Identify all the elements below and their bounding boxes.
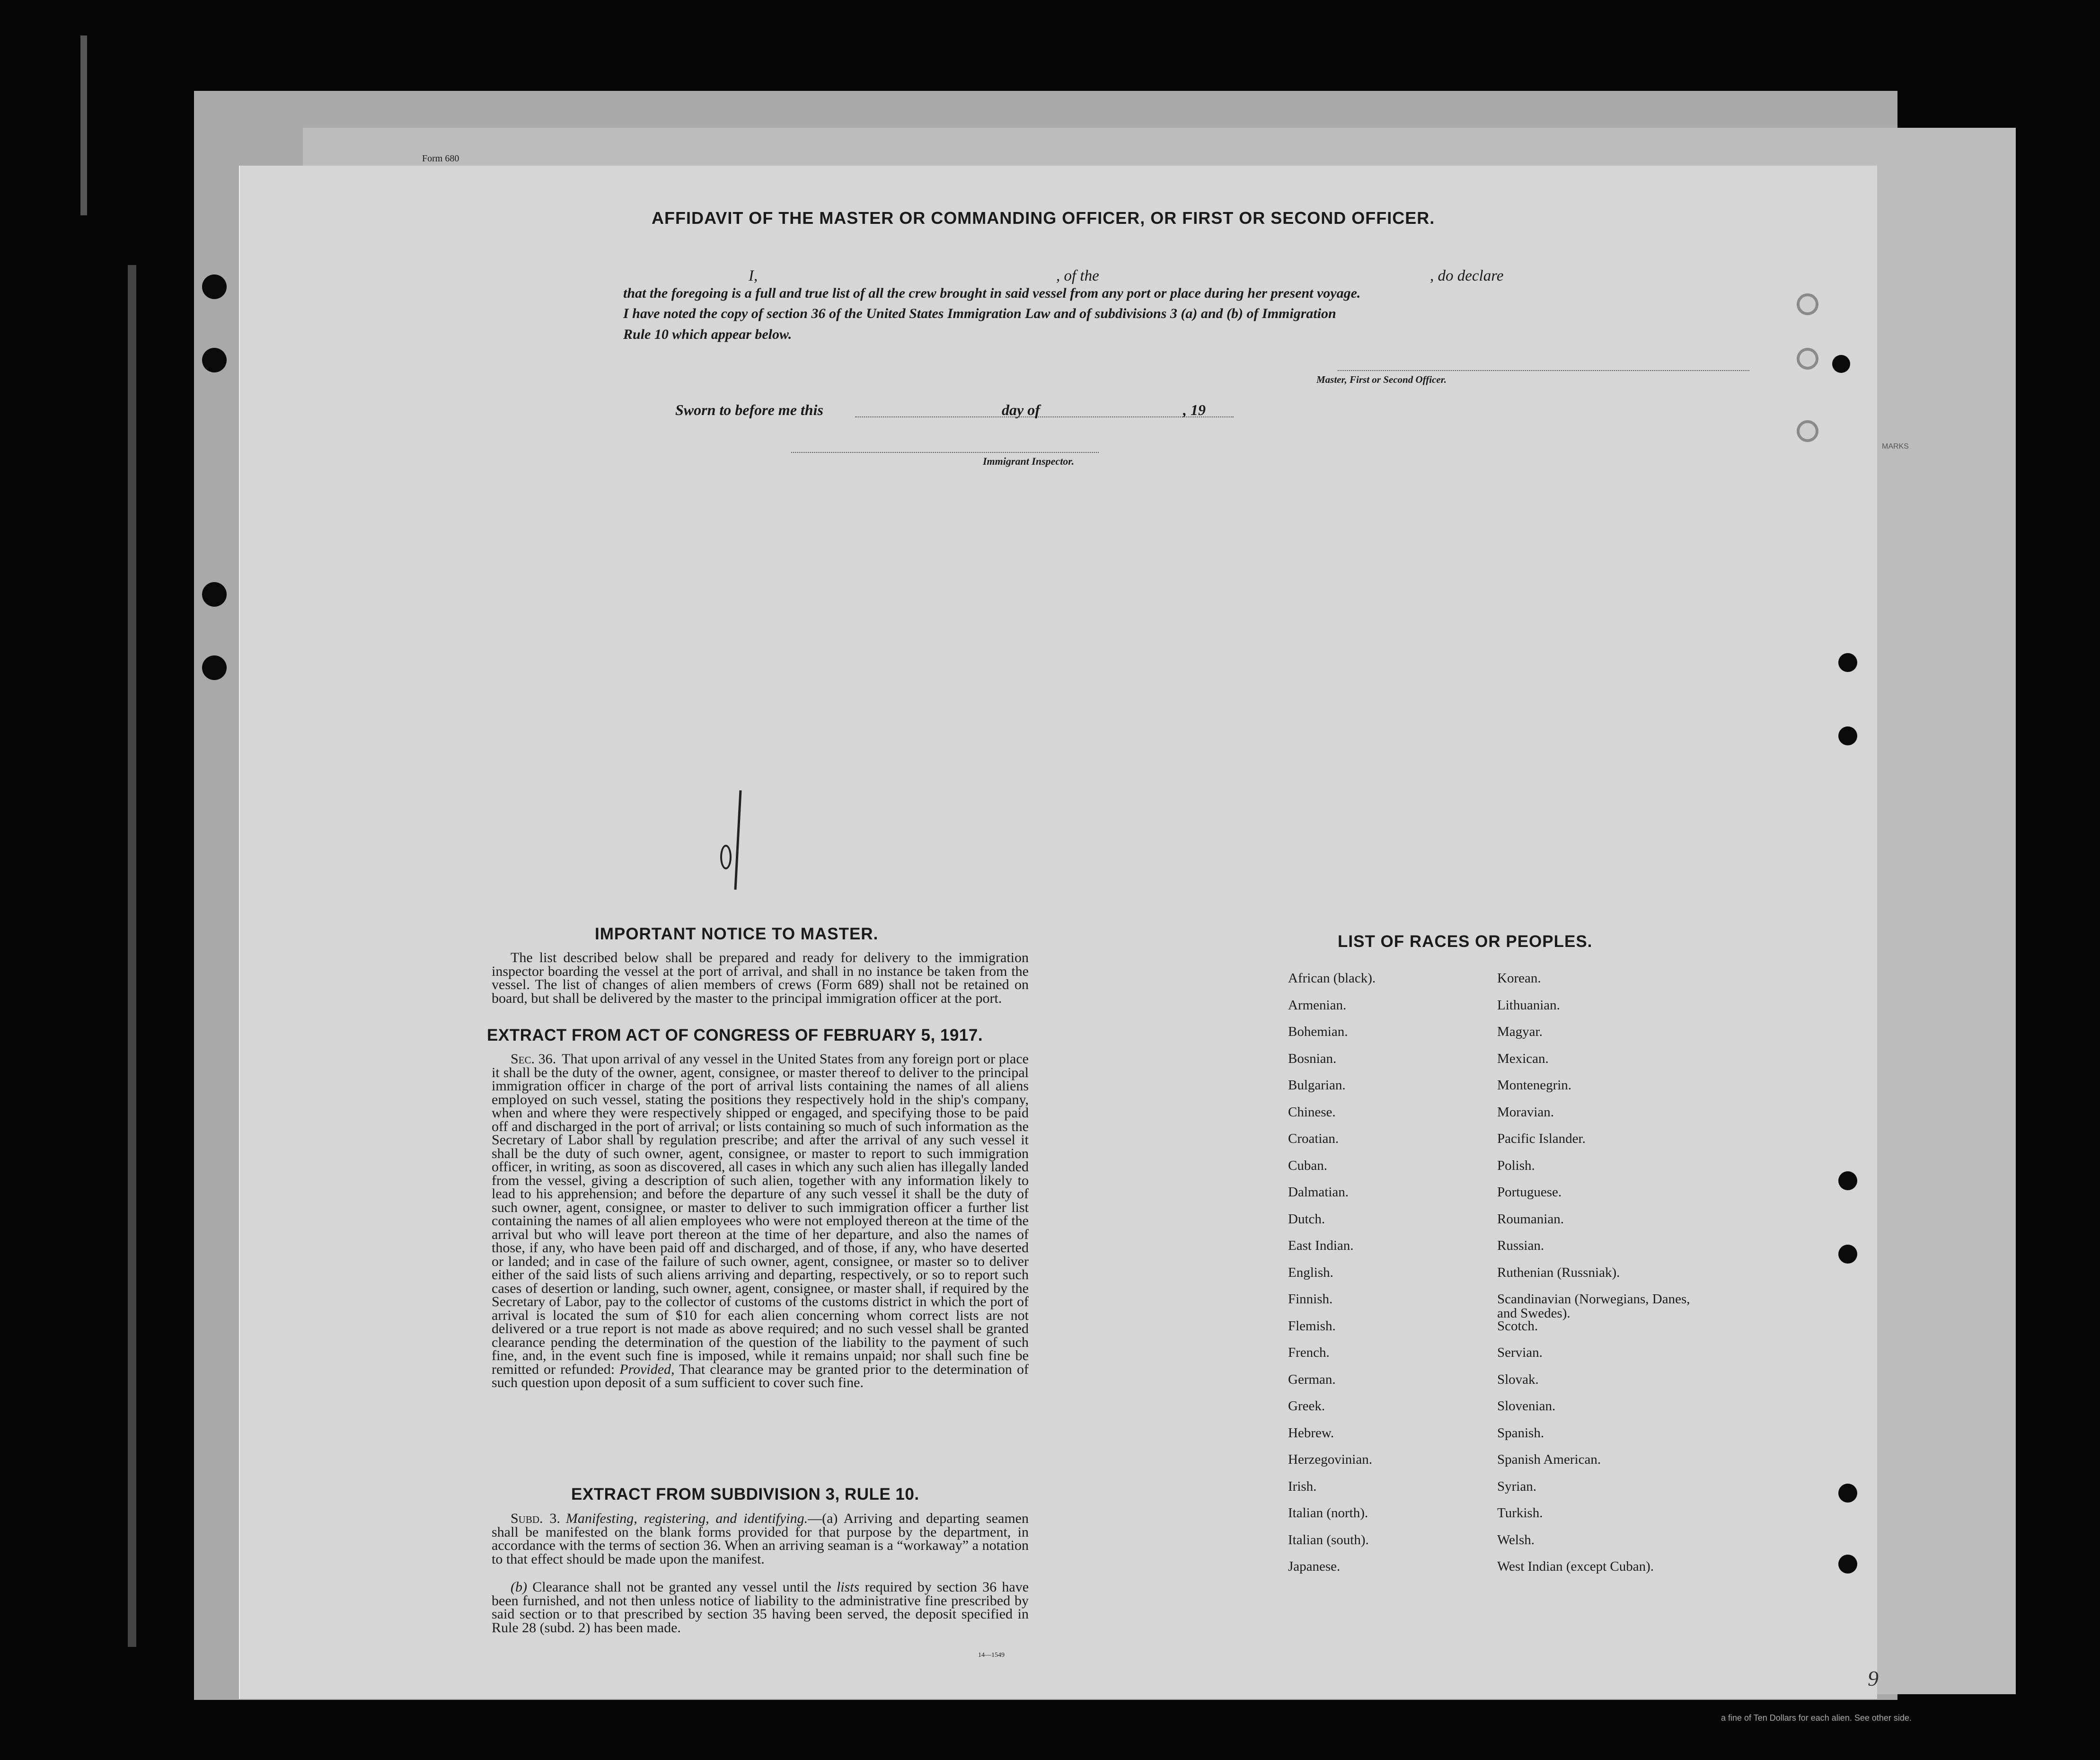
year-text: , 19 bbox=[1183, 401, 1206, 418]
affidavit-line-4: Rule 10 which appear below. bbox=[623, 327, 792, 342]
race-item: Italian (north). bbox=[1288, 1505, 1368, 1521]
punch-hole bbox=[1838, 1484, 1857, 1503]
form-number: Form 680 bbox=[422, 153, 459, 164]
para-a-text: —(a) Arriving and departing seamen shall be manifested on the blank forms provided for that purpose by the department, in accordance with the terms of section 36. When an arriving seaman is a “workaway” a notation to that effect should be made upon the manifest. bbox=[492, 1511, 1029, 1567]
race-item: Turkish. bbox=[1497, 1505, 1543, 1521]
race-item: German. bbox=[1288, 1371, 1336, 1387]
para-b-text-1: Clearance shall not be granted any vessel until the bbox=[532, 1579, 831, 1595]
print-code: 14—1549 bbox=[978, 1652, 1005, 1659]
race-item: Ruthenian (Russniak). bbox=[1497, 1265, 1620, 1280]
race-item: Armenian. bbox=[1288, 997, 1347, 1013]
section-label: Sec. 36. bbox=[511, 1051, 556, 1067]
punch-hole bbox=[1838, 653, 1857, 672]
inspector-label: Immigrant Inspector. bbox=[983, 455, 1075, 467]
rule-extract-title: EXTRACT FROM SUBDIVISION 3, RULE 10. bbox=[571, 1485, 919, 1504]
underlying-footer: a fine of Ten Dollars for each alien. See other side. bbox=[1721, 1713, 1912, 1723]
race-item: Italian (south). bbox=[1288, 1532, 1369, 1548]
master-signature-line bbox=[1338, 370, 1749, 371]
race-item: Russian. bbox=[1497, 1238, 1544, 1253]
subd-heading: Manifesting, registering, and identifying. bbox=[565, 1511, 808, 1526]
punch-hole bbox=[202, 582, 227, 607]
race-item: African (black). bbox=[1288, 971, 1376, 986]
race-item: Croatian. bbox=[1288, 1131, 1339, 1146]
para-b-label: (b) bbox=[511, 1579, 527, 1595]
race-item: Syrian. bbox=[1497, 1478, 1536, 1494]
race-item: Scandinavian (Norwegians, Danes, and Swedes). bbox=[1497, 1291, 1690, 1321]
punch-ring bbox=[1797, 348, 1818, 370]
race-item: Magyar. bbox=[1497, 1024, 1543, 1039]
race-item: Scotch. bbox=[1497, 1318, 1538, 1334]
punch-hole bbox=[1832, 355, 1850, 373]
punch-hole bbox=[1838, 726, 1857, 745]
race-item: Chinese. bbox=[1288, 1104, 1336, 1120]
sworn-text: Sworn to before me this bbox=[675, 401, 823, 418]
race-item: Slovak. bbox=[1497, 1371, 1539, 1387]
race-item: Roumanian. bbox=[1497, 1211, 1564, 1227]
punch-hole bbox=[1838, 1245, 1857, 1264]
affidavit-title: AFFIDAVIT OF THE MASTER OR COMMANDING OFFICER, OR FIRST OR SECOND OFFICER. bbox=[652, 208, 1435, 228]
para-b-text-2: required by section 36 have been furnished, and not then unless notice of liability to the administrative fine prescribed by said section or to that prescribed by section 35 having been served, the deposit specified in Rule 28 (subd. 2) has been made. bbox=[492, 1579, 1029, 1636]
affidavit-of-the: , of the bbox=[1056, 267, 1099, 284]
sworn-blank-line bbox=[855, 416, 1234, 417]
race-item: East Indian. bbox=[1288, 1238, 1354, 1253]
document-page bbox=[239, 153, 1912, 1723]
pen-stroke bbox=[720, 845, 732, 869]
race-item: Bulgarian. bbox=[1288, 1078, 1346, 1093]
race-item: Polish. bbox=[1497, 1158, 1535, 1173]
races-right-column bbox=[1497, 971, 1701, 1586]
race-item: Finnish. bbox=[1288, 1291, 1333, 1307]
race-item: Moravian. bbox=[1497, 1104, 1554, 1120]
punch-ring bbox=[1797, 420, 1818, 442]
rule-para-b bbox=[492, 1581, 1029, 1635]
act-extract-title: EXTRACT FROM ACT OF CONGRESS OF FEBRUARY 5, 1917. bbox=[487, 1026, 983, 1044]
punch-hole bbox=[1838, 1171, 1857, 1190]
race-item: Korean. bbox=[1497, 971, 1541, 986]
races-left-column bbox=[1288, 971, 1477, 1586]
punch-hole bbox=[1838, 1555, 1857, 1574]
punch-hole bbox=[202, 348, 227, 372]
affidavit-i: I, bbox=[749, 267, 758, 284]
race-item: West Indian (except Cuban). bbox=[1497, 1559, 1654, 1574]
notice-title: IMPORTANT NOTICE TO MASTER. bbox=[595, 925, 879, 943]
notice-text: The list described below shall be prepared and ready for delivery to the immigration inspector boarding the vessel at the port of arrival, and shall in no instance be taken from the vessel. The list of changes of alien members of crews (Form 689) shall not be retained on board, but shall be delivered by the master to the principal immigration officer at the port. bbox=[492, 950, 1029, 1006]
race-item: Lithuanian. bbox=[1497, 997, 1560, 1013]
pen-stroke bbox=[734, 790, 742, 890]
race-item: Portuguese. bbox=[1497, 1185, 1562, 1200]
day-of-text: day of bbox=[1002, 401, 1040, 418]
page-mark: 9 bbox=[1868, 1666, 1879, 1690]
inspector-signature-line bbox=[791, 452, 1099, 453]
race-item: Montenegrin. bbox=[1497, 1078, 1572, 1093]
punch-hole bbox=[202, 274, 227, 299]
race-item: Bohemian. bbox=[1288, 1024, 1348, 1039]
race-item: Bosnian. bbox=[1288, 1051, 1337, 1066]
affidavit-line-2: that the foregoing is a full and true list of all the crew brought in said vessel from any port or place during her present voyage. bbox=[623, 285, 1361, 301]
race-item: Dalmatian. bbox=[1288, 1185, 1349, 1200]
race-item: Servian. bbox=[1497, 1345, 1543, 1360]
race-item: Flemish. bbox=[1288, 1318, 1336, 1334]
affidavit-line-3: I have noted the copy of section 36 of the United States Immigration Law and of subdivisions 3 (a) and (b) of Immigration bbox=[623, 306, 1336, 321]
race-item: Dutch. bbox=[1288, 1211, 1325, 1227]
punch-ring bbox=[1797, 293, 1818, 315]
races-title: LIST OF RACES OR PEOPLES. bbox=[1338, 932, 1593, 951]
race-item: Slovenian. bbox=[1497, 1398, 1556, 1414]
binder-edge bbox=[80, 35, 87, 215]
underlying-remarks-header: MARKS bbox=[1882, 442, 1909, 451]
section-36-body: That upon arrival of any vessel in the United States from any foreign port or place it shall be the duty of the owner, agent, consignee, or master thereof to deliver to the principal immigration officer in charge of the port of arrival lists containing the names of all aliens employed on such vessel, stating the positions they respectively hold in the ship's company, when and where they were respectively shipped or engaged, and specifying those to be paid off and discharged in the port of arrival; or lists containing so much of such information as the Secretary of Labor shall by regulation prescribe; and after the arrival of any such vessel it shall be the duty of such owner, agent, consignee, or master to report to such immigration officer, in writing, as soon as discovered, all cases in which any such alien has illegally landed from the vessel, giving a description of such alien, together with any information likely to lead to his apprehension; and before the departure of any such vessel it shall be the duty of such owner, agent, consignee, or master to deliver to such immigration officer a further list containing the names of all alien employees who were not employed thereon at the time of the arrival but who will leave port thereon at the time of her departure, and also the names of those, if any, who have been paid off and discharged, and of those, if any, who have deserted or landed; and in case of the failure of such owner, agent, consignee, or master so to deliver either of the said lists of such aliens arriving and departing, respectively, or so to report such cases of desertion or landing, such owner, agent, consignee, or master shall, if required by the Secretary of Labor, pay to the collector of customs of the customs district in which the port of arrival is located the sum of $10 for each alien concerning whom correct lists are not delivered or a true report is not made as above required; and no such vessel shall be granted clearance pending the determination of the question of the liability to the payment of such fine, and, in the event such fine is imposed, while it remains unpaid; nor shall such fine be remitted or refunded: bbox=[492, 1051, 1029, 1377]
provided-word: Provided, bbox=[619, 1361, 675, 1377]
race-item: English. bbox=[1288, 1265, 1333, 1280]
race-item: French. bbox=[1288, 1345, 1330, 1360]
race-item: Spanish American. bbox=[1497, 1452, 1601, 1467]
race-item: Hebrew. bbox=[1288, 1425, 1334, 1441]
affidavit-do-declare: , do declare bbox=[1430, 267, 1504, 284]
race-item: Cuban. bbox=[1288, 1158, 1327, 1173]
binder-edge-lower bbox=[128, 265, 136, 1647]
race-item: Welsh. bbox=[1497, 1532, 1535, 1548]
race-item: Irish. bbox=[1288, 1478, 1317, 1494]
race-item: Herzegovinian. bbox=[1288, 1452, 1372, 1467]
para-b-lists: lists bbox=[836, 1579, 860, 1595]
section-36-end: That clearance may be granted prior to the determination of such question upon deposit of a sum sufficient to cover such fine. bbox=[492, 1361, 1029, 1390]
race-item: Pacific Islander. bbox=[1497, 1131, 1586, 1146]
punch-hole bbox=[202, 655, 227, 680]
race-item: Spanish. bbox=[1497, 1425, 1544, 1441]
race-item: Mexican. bbox=[1497, 1051, 1549, 1066]
subd-label: Subd. 3. bbox=[511, 1511, 560, 1526]
act-extract-text bbox=[492, 1052, 1029, 1390]
race-item: Greek. bbox=[1288, 1398, 1325, 1414]
race-item: Japanese. bbox=[1288, 1559, 1341, 1574]
master-signature-label: Master, First or Second Officer. bbox=[1316, 374, 1447, 385]
rule-para-a bbox=[492, 1512, 1029, 1566]
